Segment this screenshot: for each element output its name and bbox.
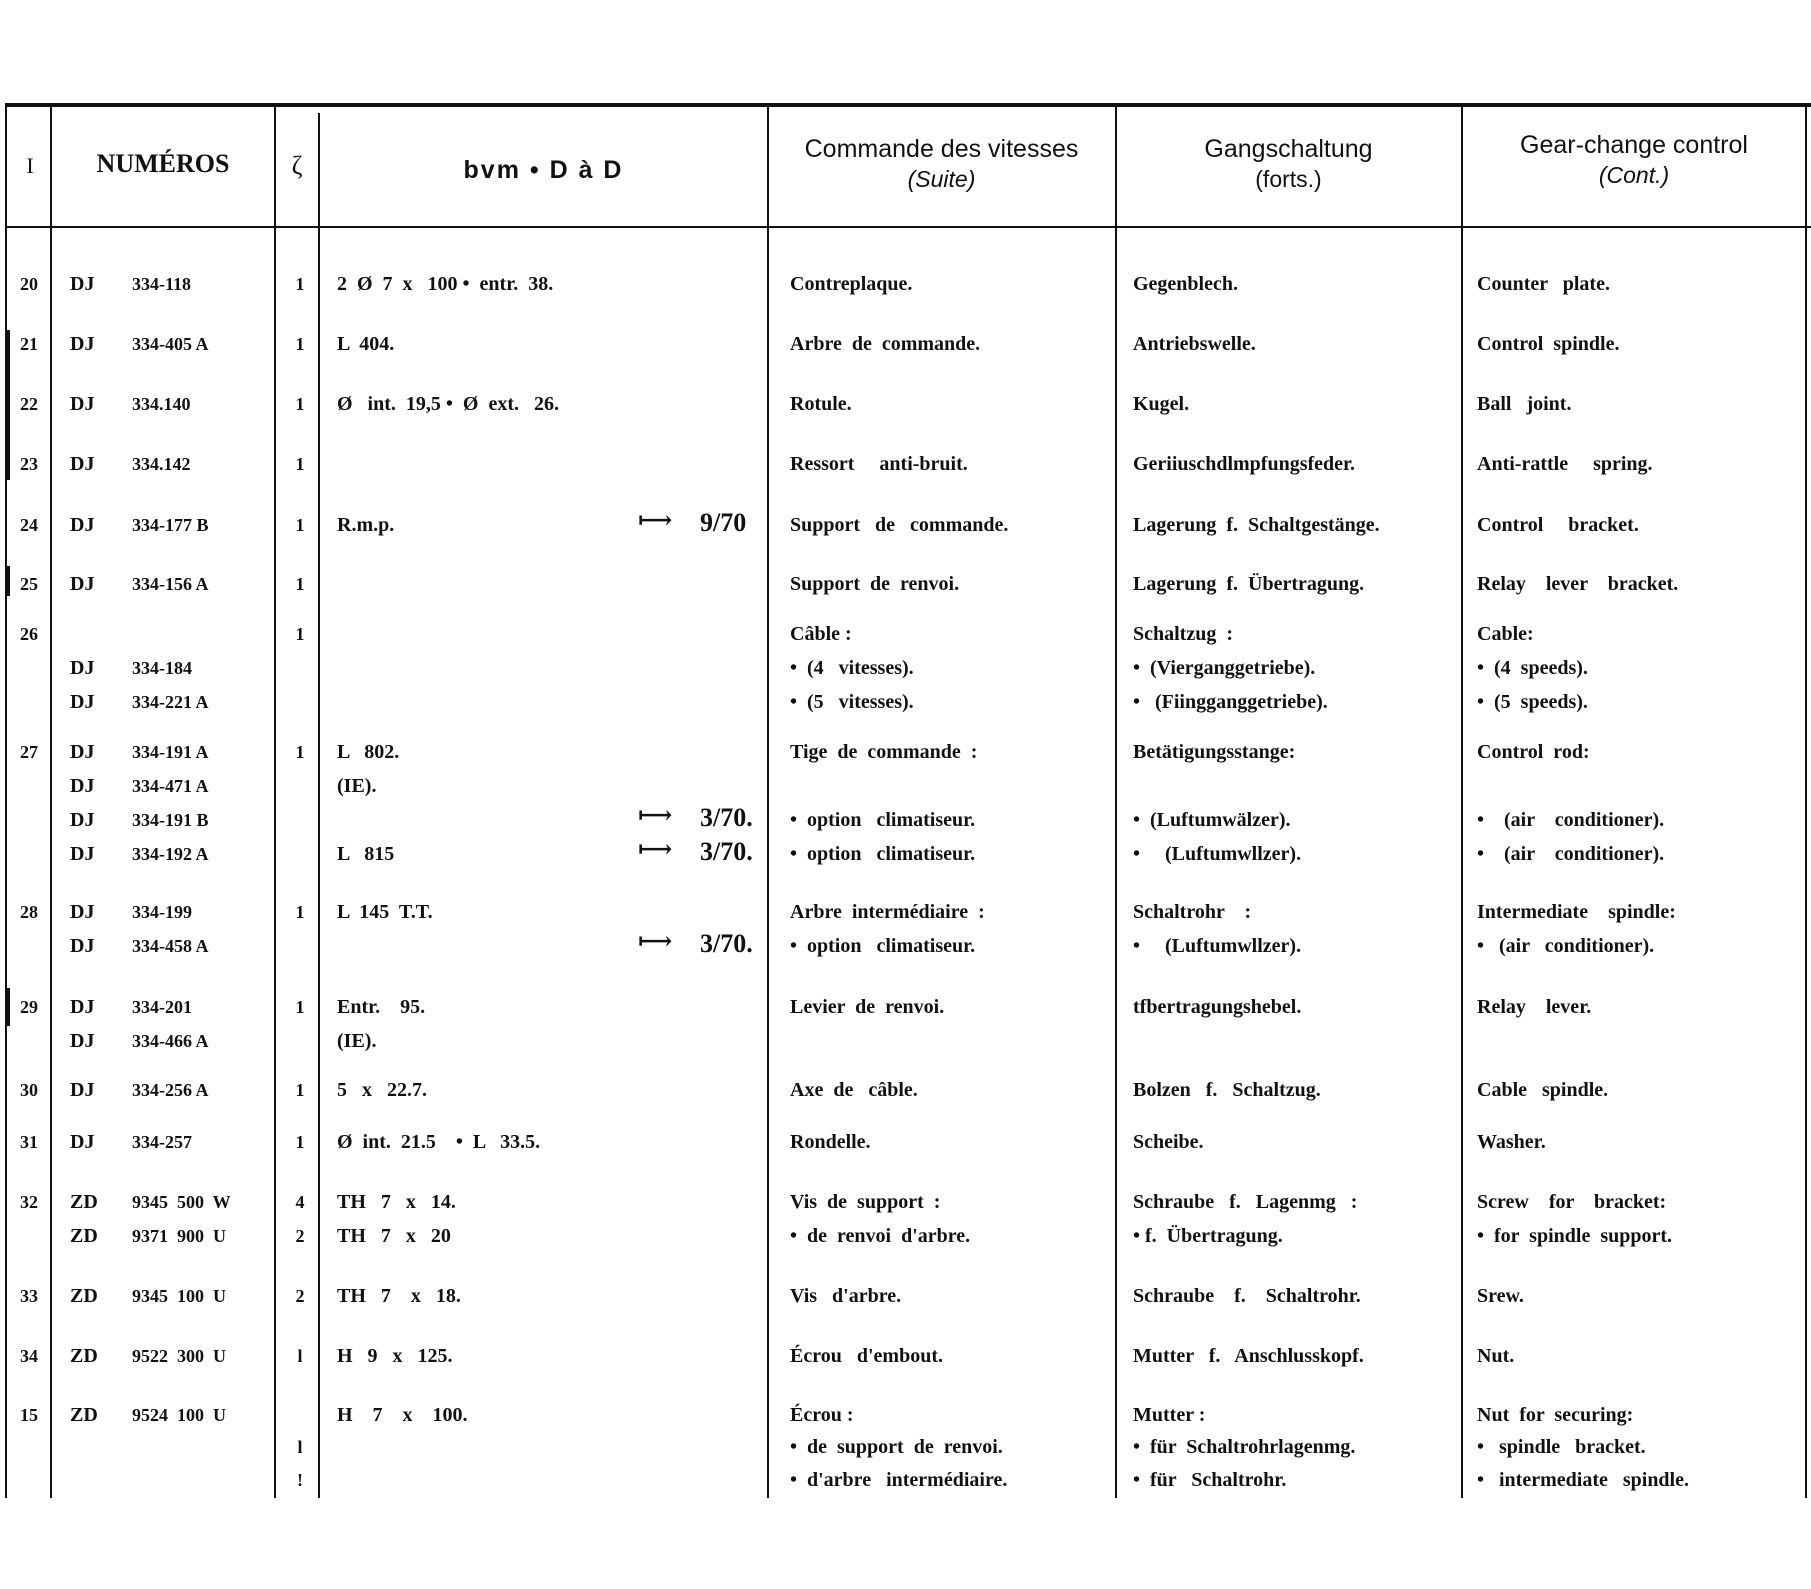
part-number: 334-405 A <box>132 334 209 354</box>
description-de: Kugel. <box>1133 393 1190 415</box>
description-fr: Support de renvoi. <box>790 573 960 595</box>
description-de: Lagerung f. Schaltgestänge. <box>1133 514 1380 536</box>
description-fr: Ressort anti-bruit. <box>790 453 968 475</box>
remarks: TH 7 x 14. <box>337 1191 456 1213</box>
quantity: 1 <box>295 454 305 474</box>
remarks: Entr. 95. <box>337 996 426 1018</box>
header-en-title: Gear-change control <box>1520 131 1748 159</box>
row-index: 20 <box>20 274 38 294</box>
description-de: Schraube f. Schaltrohr. <box>1133 1285 1361 1307</box>
description-fr: Arbre de commande. <box>790 333 981 355</box>
header-fr-sub: (Suite) <box>907 166 976 193</box>
quantity: 1 <box>295 1080 305 1100</box>
row-index: 31 <box>20 1132 38 1152</box>
part-number: 9345 500 W <box>132 1192 231 1212</box>
row-index: 23 <box>20 454 38 474</box>
remarks: (IE). <box>337 775 377 797</box>
part-number: 334-191 A <box>132 742 209 762</box>
remarks: TH 7 x 20 <box>337 1225 451 1247</box>
description-de: Mutter f. Anschlusskopf. <box>1133 1345 1364 1367</box>
header-en-sub: (Cont.) <box>1598 162 1670 189</box>
header-qty: ζ <box>291 151 303 180</box>
description-en: Counter plate. <box>1477 273 1610 295</box>
description-de: Schaltzug : <box>1133 623 1233 645</box>
remarks: Ø int. 21.5 • L 33.5. <box>337 1131 541 1153</box>
part-prefix: ZD <box>70 1345 98 1367</box>
description-fr: • option climatiseur. <box>790 843 976 865</box>
row-index: 28 <box>20 902 38 922</box>
part-number: 9345 100 U <box>132 1286 226 1306</box>
arrow-icon: ⟼ <box>638 508 671 534</box>
part-prefix: DJ <box>70 1131 95 1153</box>
revision-bar <box>6 988 10 1026</box>
col-divider-left <box>5 103 7 1498</box>
part-prefix: ZD <box>70 1285 98 1307</box>
row-index: 27 <box>20 742 38 762</box>
quantity: 1 <box>295 1132 305 1152</box>
description-en: Washer. <box>1477 1131 1546 1153</box>
part-prefix: DJ <box>70 393 95 415</box>
quantity: 1 <box>295 334 305 354</box>
part-prefix: DJ <box>70 775 95 797</box>
date-note: 9/70 <box>700 508 747 537</box>
description-de: • für Schaltrohrlagenmg. <box>1133 1436 1356 1458</box>
remarks: (IE). <box>337 1030 377 1052</box>
part-prefix: DJ <box>70 453 95 475</box>
description-de: Bolzen f. Schaltzug. <box>1133 1079 1321 1101</box>
description-de: Schaltrohr : <box>1133 901 1252 923</box>
remarks: L 802. <box>337 741 400 763</box>
description-en: • intermediate spindle. <box>1477 1469 1689 1491</box>
description-fr: Écrou : <box>790 1404 854 1426</box>
header-remarks <box>322 155 765 186</box>
description-en: Relay lever. <box>1477 996 1592 1018</box>
row-index: 25 <box>20 574 38 594</box>
header-de-title: Gangschaltung <box>1204 135 1373 163</box>
description-en: Nut for securing: <box>1477 1404 1634 1426</box>
quantity: 4 <box>295 1192 305 1212</box>
header-fr-title: Commande des vitesses <box>804 135 1079 163</box>
description-fr: Vis d'arbre. <box>790 1285 902 1307</box>
quantity: l <box>297 1346 303 1366</box>
part-number: 334-191 B <box>132 810 209 830</box>
part-prefix: DJ <box>70 901 95 923</box>
row-index: 29 <box>20 997 38 1017</box>
description-en: • (4 speeds). <box>1477 657 1588 679</box>
remarks: L 815 <box>337 843 395 865</box>
description-en: Control spindle. <box>1477 333 1620 355</box>
quantity: 1 <box>295 574 305 594</box>
part-prefix: ZD <box>70 1404 98 1426</box>
description-de: Geriiuschdlmpfungsfeder. <box>1133 453 1356 475</box>
description-fr: Câble : <box>790 623 852 645</box>
description-de: • (Luftumwälzer). <box>1133 809 1291 831</box>
description-fr: • de support de renvoi. <box>790 1436 1003 1458</box>
header-remarks-label: bvm • D à D <box>463 156 624 184</box>
description-en: Anti-rattle spring. <box>1477 453 1653 475</box>
row-index: 21 <box>20 334 38 354</box>
part-prefix: DJ <box>70 1030 95 1052</box>
description-de: • (Vierganggetriebe). <box>1133 657 1316 679</box>
part-prefix: DJ <box>70 573 95 595</box>
part-prefix: DJ <box>70 273 95 295</box>
part-prefix: DJ <box>70 514 95 536</box>
header-de-sub: (forts.) <box>1255 166 1322 193</box>
revision-bar <box>6 566 10 596</box>
part-number: 9522 300 U <box>132 1346 226 1366</box>
quantity: 1 <box>295 624 305 644</box>
description-fr: Support de commande. <box>790 514 1009 536</box>
quantity: ! <box>297 1470 303 1490</box>
part-number: 334-184 <box>132 658 192 678</box>
description-de: • (Luftumwllzer). <box>1133 843 1302 865</box>
quantity: 2 <box>295 1286 305 1306</box>
part-number: 334-257 <box>132 1132 192 1152</box>
description-fr: Rotule. <box>790 393 852 415</box>
description-de: • (Fiingganggetriebe). <box>1133 691 1328 713</box>
description-fr: • de renvoi d'arbre. <box>790 1225 971 1247</box>
description-en: Relay lever bracket. <box>1477 573 1679 595</box>
row-index: 22 <box>20 394 38 414</box>
description-de: • für Schaltrohr. <box>1133 1469 1287 1491</box>
part-number: 334.140 <box>132 394 191 414</box>
part-number: 334-201 <box>132 997 192 1017</box>
remarks: R.m.p. <box>337 514 395 536</box>
row-index: 33 <box>20 1286 38 1306</box>
description-de: Schraube f. Lagenmg : <box>1133 1191 1358 1213</box>
quantity: 1 <box>295 274 305 294</box>
row-index: 34 <box>20 1346 38 1366</box>
quantity: l <box>297 1437 303 1457</box>
arrow-icon: ⟼ <box>638 929 671 955</box>
description-en: • (5 speeds). <box>1477 691 1588 713</box>
quantity: 1 <box>295 902 305 922</box>
description-en: • (air conditioner). <box>1477 843 1665 865</box>
col-divider-de <box>1461 103 1463 1498</box>
part-number: 334-221 A <box>132 692 209 712</box>
header-de <box>1118 134 1459 194</box>
date-note: 3/70. <box>700 803 753 832</box>
col-divider-qty <box>318 113 320 1498</box>
remarks: L 145 T.T. <box>337 901 433 923</box>
arrow-icon: ⟼ <box>638 837 671 863</box>
col-divider-fr <box>1115 103 1117 1498</box>
description-de: Gegenblech. <box>1133 273 1238 295</box>
date-note: 3/70. <box>700 929 753 958</box>
remarks: H 9 x 125. <box>337 1345 453 1367</box>
revision-bar <box>6 330 10 480</box>
remarks: Ø int. 19,5 • Ø ext. 26. <box>337 393 559 415</box>
description-en: Screw for bracket: <box>1477 1191 1667 1213</box>
description-fr: • d'arbre intermédiaire. <box>790 1469 1008 1491</box>
description-en: Cable: <box>1477 623 1534 645</box>
remarks: 2 Ø 7 x 100 • entr. 38. <box>337 273 554 295</box>
part-prefix: DJ <box>70 996 95 1018</box>
part-prefix: DJ <box>70 843 95 865</box>
date-note: 3/70. <box>700 837 753 866</box>
description-de: • (Luftumwllzer). <box>1133 935 1302 957</box>
description-de: Lagerung f. Übertragung. <box>1133 573 1365 595</box>
description-en: • for spindle support. <box>1477 1225 1673 1247</box>
row-index: 30 <box>20 1080 38 1100</box>
part-prefix: DJ <box>70 935 95 957</box>
header-index: I <box>26 153 34 178</box>
part-number: 334-256 A <box>132 1080 209 1100</box>
row-index: 32 <box>20 1192 38 1212</box>
part-number: 334-458 A <box>132 936 209 956</box>
remarks: L 404. <box>337 333 395 355</box>
description-fr: • option climatiseur. <box>790 809 976 831</box>
part-number: 334-177 B <box>132 515 209 535</box>
description-de: Scheibe. <box>1133 1131 1204 1153</box>
part-prefix: DJ <box>70 741 95 763</box>
col-divider-remarks <box>767 103 769 1498</box>
description-fr: Contreplaque. <box>790 273 913 295</box>
description-en: Srew. <box>1477 1285 1524 1307</box>
part-number: 9524 100 U <box>132 1405 226 1425</box>
part-prefix: DJ <box>70 809 95 831</box>
part-number: 334-466 A <box>132 1031 209 1051</box>
description-fr: Levier de renvoi. <box>790 996 945 1018</box>
part-prefix: ZD <box>70 1191 98 1213</box>
description-de: tfbertragungshebel. <box>1133 996 1302 1018</box>
description-en: Nut. <box>1477 1345 1515 1367</box>
header-numbers: NUMÉROS <box>96 149 230 178</box>
part-prefix: ZD <box>70 1225 98 1247</box>
description-fr: Écrou d'embout. <box>790 1345 943 1367</box>
part-number: 334-118 <box>132 274 192 294</box>
row-index: 15 <box>20 1405 38 1425</box>
quantity: 1 <box>295 515 305 535</box>
header-en <box>1464 130 1804 190</box>
description-en: Intermediate spindle: <box>1477 901 1676 923</box>
col-divider-numbers <box>274 103 276 1498</box>
part-prefix: DJ <box>70 1079 95 1101</box>
description-fr: • (5 vitesses). <box>790 691 914 713</box>
description-en: • spindle bracket. <box>1477 1436 1646 1458</box>
description-fr: • (4 vitesses). <box>790 657 914 679</box>
description-fr: Vis de support : <box>790 1191 941 1213</box>
row-index: 26 <box>20 624 38 644</box>
description-en: • (air conditioner). <box>1477 809 1665 831</box>
part-number: 9371 900 U <box>132 1226 226 1246</box>
quantity: 2 <box>295 1226 305 1246</box>
description-en: Control bracket. <box>1477 514 1639 536</box>
part-prefix: DJ <box>70 691 95 713</box>
part-number: 334-199 <box>132 902 192 922</box>
col-divider-right <box>1805 103 1807 1498</box>
description-de: Mutter : <box>1133 1404 1206 1426</box>
row-index: 24 <box>20 515 38 535</box>
description-en: Cable spindle. <box>1477 1079 1609 1101</box>
part-number: 334.142 <box>132 454 191 474</box>
quantity: 1 <box>295 394 305 414</box>
remarks: TH 7 x 18. <box>337 1285 461 1307</box>
description-en: Ball joint. <box>1477 393 1572 415</box>
description-en: Control rod: <box>1477 741 1590 763</box>
part-number: 334-192 A <box>132 844 209 864</box>
arrow-icon: ⟼ <box>638 803 671 829</box>
description-de: • f. Übertragung. <box>1133 1225 1283 1247</box>
description-fr: Arbre intermédiaire : <box>790 901 985 923</box>
remarks: 5 x 22.7. <box>337 1079 427 1101</box>
quantity: 1 <box>295 997 305 1017</box>
header-fr <box>770 134 1113 194</box>
description-fr: Rondelle. <box>790 1131 871 1153</box>
description-de: Antriebswelle. <box>1133 333 1256 355</box>
description-en: • (air conditioner). <box>1477 935 1655 957</box>
col-divider-index <box>50 103 52 1498</box>
part-prefix: DJ <box>70 333 95 355</box>
description-fr: Axe de câble. <box>790 1079 918 1101</box>
description-fr: • option climatiseur. <box>790 935 976 957</box>
part-prefix: DJ <box>70 657 95 679</box>
part-number: 334-471 A <box>132 776 209 796</box>
quantity: 1 <box>295 742 305 762</box>
remarks: H 7 x 100. <box>337 1404 468 1426</box>
part-number: 334-156 A <box>132 574 209 594</box>
description-fr: Tige de commande : <box>790 741 978 763</box>
description-de: Betätigungsstange: <box>1133 741 1296 763</box>
